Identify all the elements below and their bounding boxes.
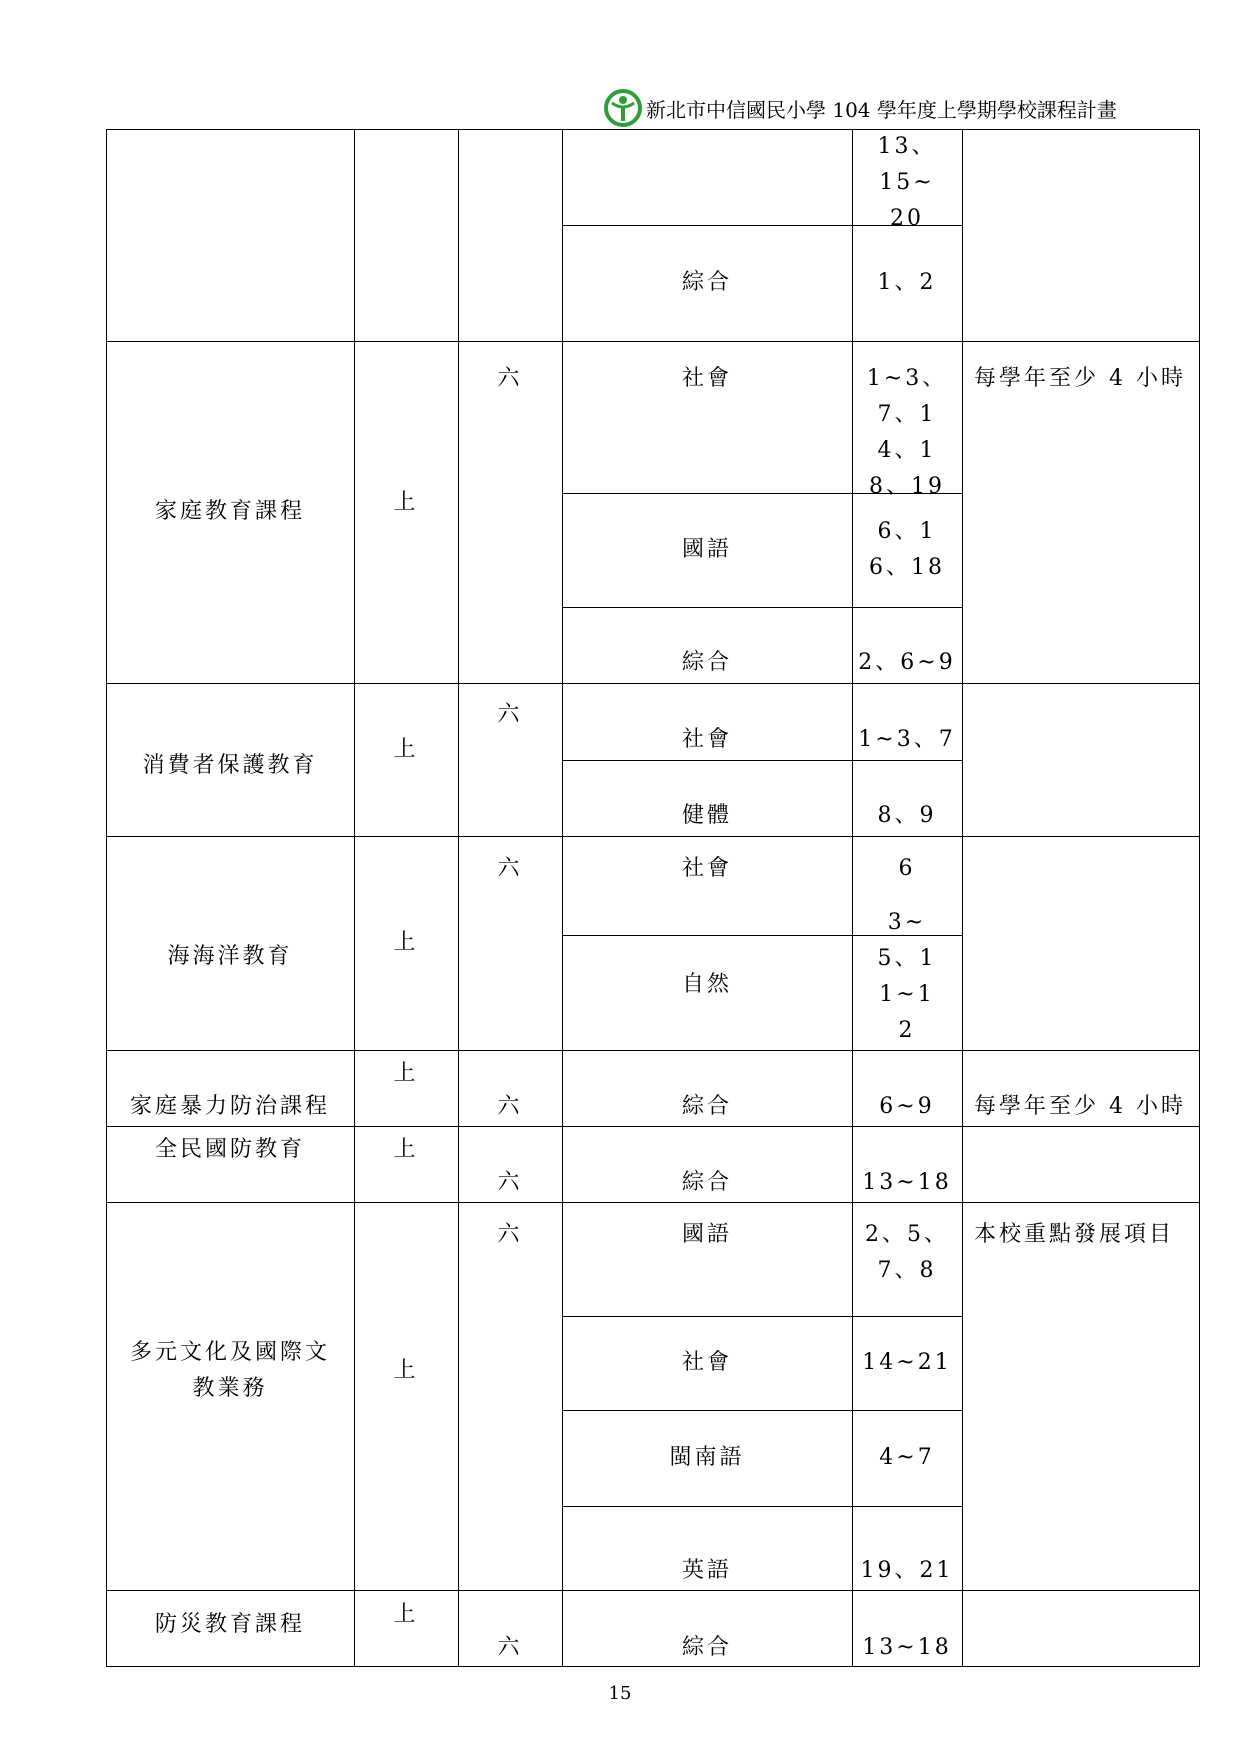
table-cell-grade: 六 [497, 1635, 523, 1660]
table-cell-grade: 六 [497, 702, 523, 727]
table-cell-grade: 六 [497, 1170, 523, 1195]
table-cell-note: 每學年至少 4 小時 [974, 366, 1186, 391]
page-number: 15 [608, 1683, 632, 1704]
table-cell-subject: 國語 [681, 537, 732, 562]
table-cell-grade: 六 [497, 1222, 523, 1247]
table-cell-weeks: 13~18 [862, 1170, 952, 1195]
table-cell-subject: 國語 [681, 1222, 732, 1247]
table-cell-weeks: 8、9 [877, 803, 937, 828]
table-cell-semester: 上 [393, 1137, 419, 1162]
table-cell-semester: 上 [393, 490, 419, 515]
school-logo-icon [604, 89, 642, 127]
table-cell-subject: 健體 [681, 803, 732, 828]
table-cell-grade: 六 [497, 1094, 523, 1119]
table-cell-weeks: 19、21 [860, 1558, 954, 1583]
table-cell-note: 每學年至少 4 小時 [974, 1094, 1186, 1119]
table-cell-subject: 英語 [681, 1558, 732, 1583]
table-cell-weeks: 1、2 [877, 270, 937, 295]
table-cell-subject: 綜合 [681, 1170, 732, 1195]
table-cell-topic: 防災教育課程 [154, 1612, 305, 1637]
table-cell-weeks: 6 [898, 856, 916, 881]
table-cell-subject: 閩南語 [669, 1445, 745, 1470]
table-cell-topic: 家庭暴力防治課程 [129, 1094, 330, 1119]
table-cell-subject: 綜合 [681, 1094, 732, 1119]
table-cell-subject: 社會 [681, 856, 732, 881]
page-header [604, 84, 1117, 132]
table-cell-grade: 六 [497, 366, 523, 391]
table-cell-subject: 綜合 [681, 270, 732, 295]
page-title: 新北市中信國民小學 104 學年度上學期學校課程計畫 [646, 97, 1117, 122]
table-cell-semester: 上 [393, 930, 419, 955]
curriculum-table [106, 129, 1200, 1667]
table-cell-weeks: 13~18 [862, 1635, 952, 1660]
table-cell-weeks: 1~3、7、14、18、19 [866, 366, 948, 499]
table-cell-topic: 海海洋教育 [167, 944, 293, 969]
table-cell-semester: 上 [393, 1358, 419, 1383]
table-cell-subject: 自然 [681, 972, 732, 997]
table-cell-topic: 多元文化及國際文教業務 [129, 1340, 330, 1401]
table-cell-weeks: 13、15~20 [877, 134, 937, 231]
table-cell-topic: 家庭教育課程 [154, 499, 305, 524]
table-cell-subject: 綜合 [681, 1635, 732, 1660]
table-cell-weeks: 6~9 [879, 1094, 935, 1119]
table-cell-weeks: 6、16、18 [869, 519, 945, 580]
table-cell-weeks: 4~7 [879, 1445, 935, 1470]
table-cell-weeks: 14~21 [862, 1350, 952, 1375]
table-cell-topic: 消費者保護教育 [142, 752, 318, 778]
table-cell-semester: 上 [393, 1061, 419, 1086]
table-cell-weeks: 2、5、7、8 [865, 1222, 949, 1283]
table-cell-subject: 綜合 [681, 650, 732, 675]
table-cell-grade: 六 [497, 856, 523, 881]
table-cell-semester: 上 [393, 736, 419, 762]
table-cell-note: 本校重點發展項目 [974, 1222, 1175, 1247]
table-cell-topic: 全民國防教育 [154, 1137, 305, 1162]
table-cell-subject: 社會 [681, 727, 732, 752]
table-cell-weeks: 1~3、7 [858, 727, 956, 752]
table-cell-weeks: 3~5、11~12 [877, 910, 937, 1043]
table-cell-subject: 社會 [681, 1350, 732, 1375]
table-cell-weeks: 2、6~9 [858, 650, 956, 675]
table-cell-subject: 社會 [681, 366, 732, 391]
table-cell-semester: 上 [393, 1602, 419, 1627]
